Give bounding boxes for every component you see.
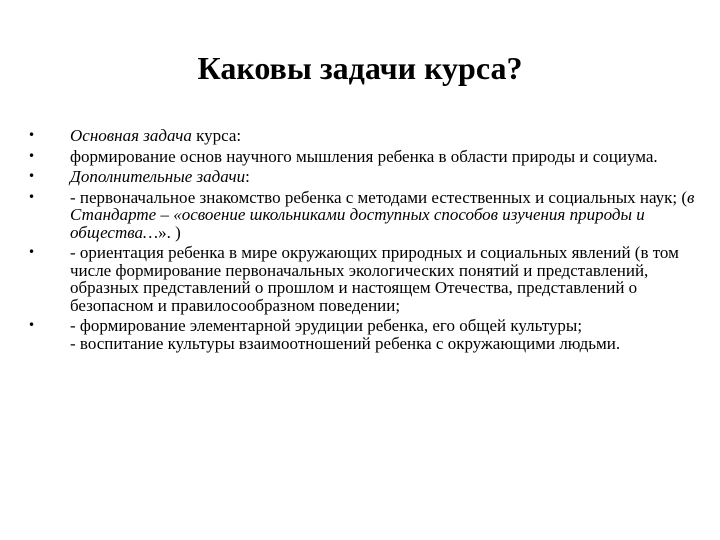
methods-text: - первоначальное знакомство ребенка с методами естественных и социальных наук; ( (70, 187, 688, 207)
erudition-text: - формирование элементарной эрудиции ребенка, его общей культуры; (70, 316, 583, 335)
bullet-icon: • (28, 189, 36, 204)
bullet-icon: • (28, 245, 36, 259)
list-item-main-task (28, 127, 696, 145)
slide-title: Каковы задачи курса? (197, 50, 523, 86)
bullet-icon: • (28, 148, 36, 163)
list-item-orientation (28, 244, 696, 314)
additional-tasks-suffix: : (245, 167, 250, 186)
main-task-heading: Основная задача (70, 126, 192, 145)
standard-quote: в Стандарте – «освоение школьниками доступных способов изучения природы и общества… (70, 187, 695, 242)
bullet-icon: • (28, 169, 36, 183)
standard-quote-tail: ». ) (158, 222, 181, 242)
additional-tasks-heading: Дополнительные задачи (70, 167, 246, 186)
orientation-text: - ориентация ребенка в мире окружающих природных и социальных явлений (в том числе формирование первоначальных экологических понятий и представлений, образных представлений о прошлом и настоящем Отечества, представлений о безопасном и правилосообразном поведении; (70, 243, 679, 315)
task-list (28, 127, 696, 355)
main-task-text: формирование основ научного мышления ребенка в области природы и социума. (70, 146, 658, 166)
list-item-additional-tasks (28, 168, 696, 186)
list-item-methods (28, 189, 696, 242)
main-task-suffix: курса: (191, 126, 242, 145)
bullet-icon: • (28, 128, 36, 142)
list-item-main-task-text (28, 148, 696, 166)
culture-text: - воспитание культуры взаимоотношений ребенка с окружающими людьми. (70, 333, 621, 353)
bullet-icon: • (28, 318, 36, 332)
list-item-erudition (28, 317, 696, 352)
